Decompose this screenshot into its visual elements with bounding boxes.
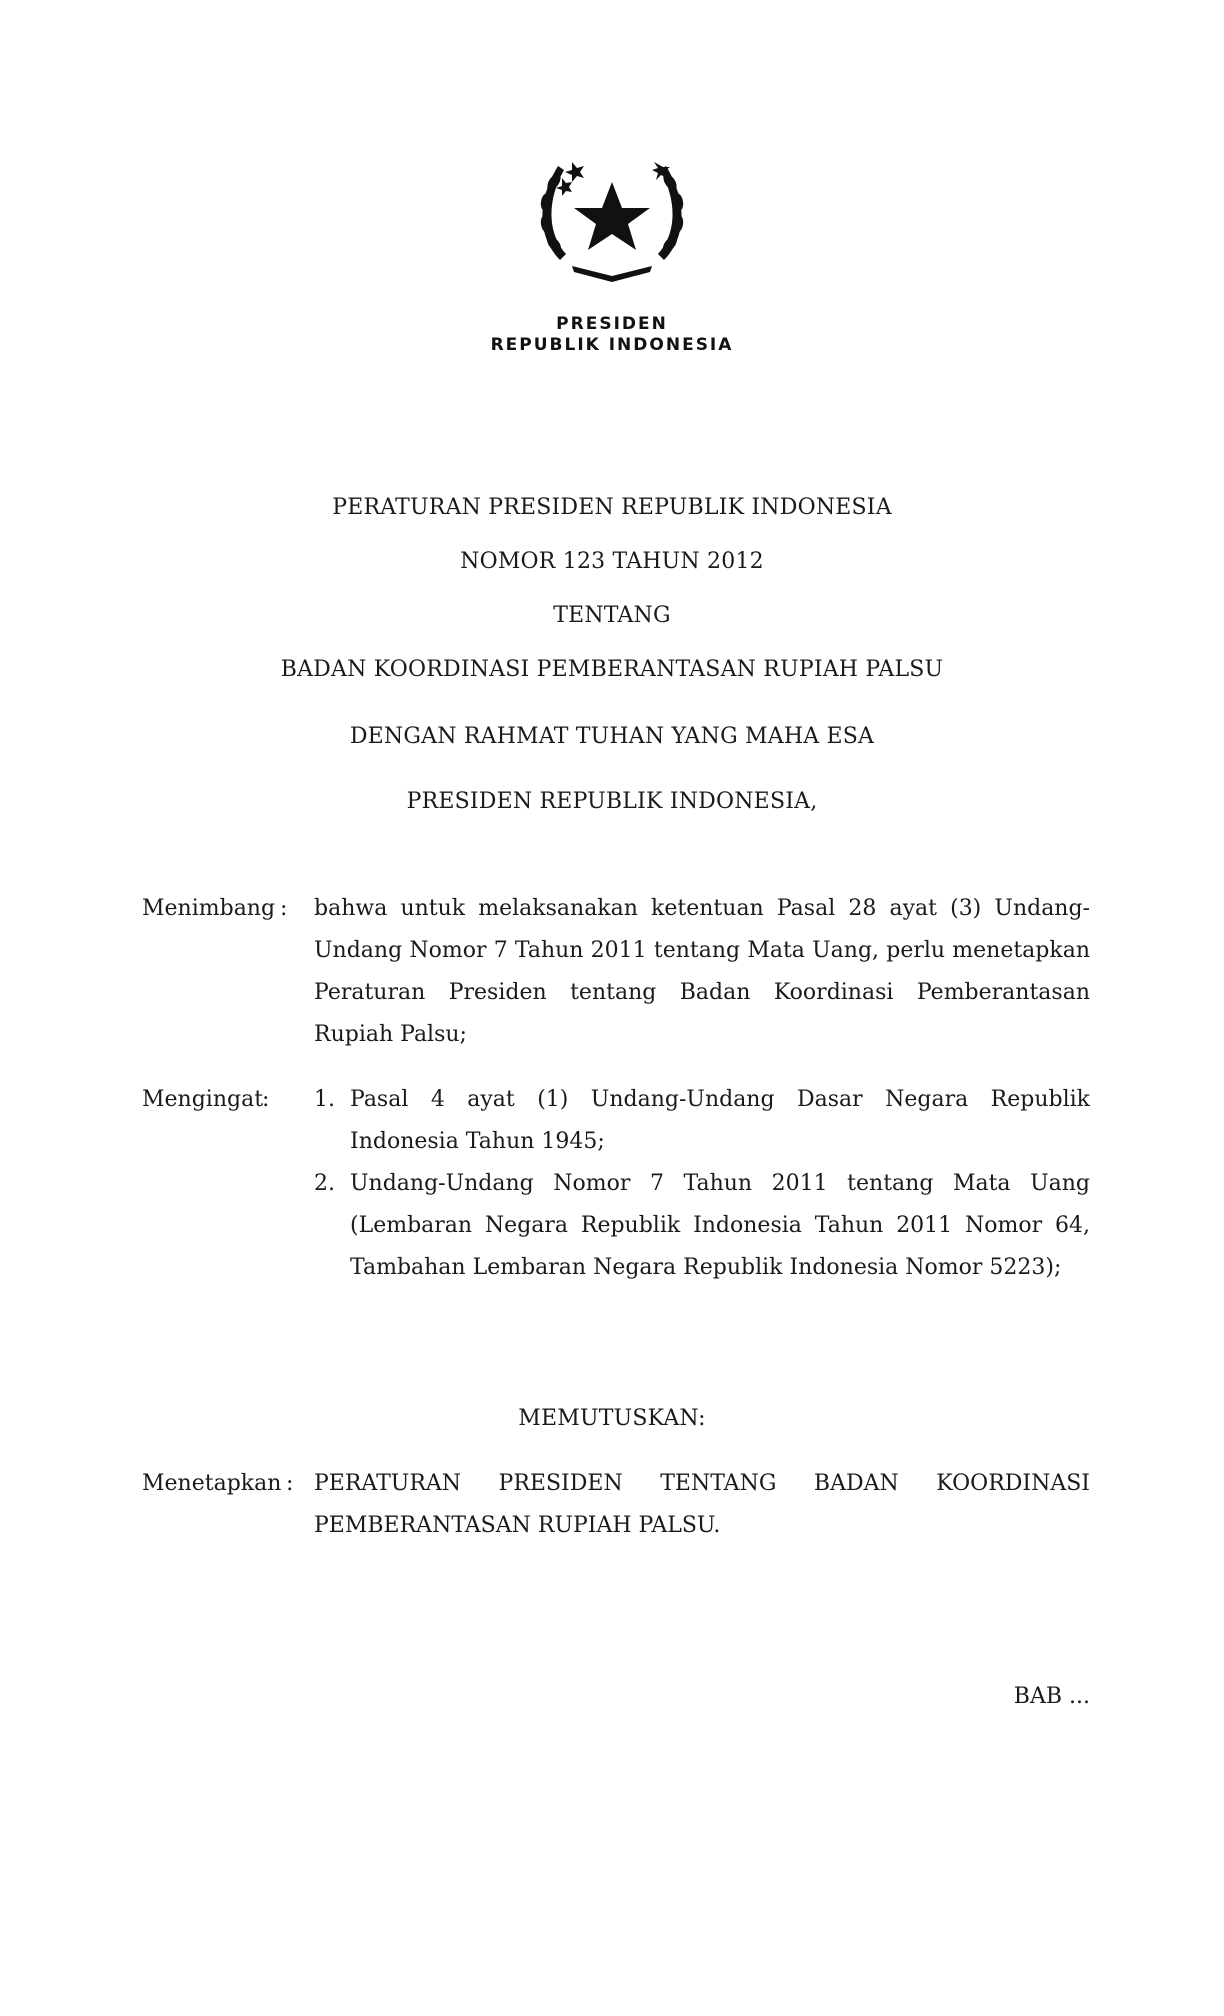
regulation-issuer: PRESIDEN REPUBLIK INDONESIA, (406, 789, 818, 814)
regulation-title: PERATURAN PRESIDEN REPUBLIK INDONESIA (332, 495, 892, 520)
mengingat-colon: : (262, 1087, 270, 1112)
regulation-number: NOMOR 123 TAHUN 2012 (460, 549, 764, 574)
emblem-caption-line1: PRESIDEN (556, 314, 668, 334)
emblem-caption-line2: REPUBLIK INDONESIA (490, 335, 734, 355)
mengingat-item (314, 1079, 1090, 1163)
presidential-seal-icon (532, 142, 692, 292)
menimbang-text: bahwa untuk melaksanakan ketentuan Pasal 28 ayat (3) Undang-Undang Nomor 7 Tahun 2011 tentang Mata Uang, perlu menetapkan Peraturan Presiden tentang Badan Koordinasi Pemberantasan Rupiah Palsu; (314, 896, 1090, 1047)
continuation-marker: BAB ... (1013, 1684, 1090, 1709)
menetapkan-line1: PERATURAN PRESIDEN TENTANG BADAN KOORDINASI (314, 1471, 1090, 1496)
menetapkan-colon: : (286, 1471, 294, 1496)
memutuskan-heading: MEMUTUSKAN: (518, 1406, 706, 1431)
menetapkan-label: Menetapkan (142, 1471, 282, 1496)
regulation-about: TENTANG (553, 603, 671, 628)
menetapkan-line2: PEMBERANTASAN RUPIAH PALSU. (314, 1513, 721, 1538)
mengingat-list (314, 1079, 1090, 1289)
mengingat-item-text: Undang-Undang Nomor 7 Tahun 2011 tentang Mata Uang (Lembaran Negara Republik Indonesia Tahun 2011 Nomor 64, Tambahan Lembaran Negara Republik Indonesia Nomor 5223); (350, 1171, 1090, 1280)
mengingat-item-number: 2. (314, 1171, 335, 1196)
menimbang-colon: : (280, 896, 288, 921)
regulation-subject: BADAN KOORDINASI PEMBERANTASAN RUPIAH PALSU (280, 657, 944, 682)
menimbang-label: Menimbang (142, 896, 276, 921)
regulation-blessing: DENGAN RAHMAT TUHAN YANG MAHA ESA (349, 724, 875, 749)
emblem-caption (470, 314, 754, 356)
mengingat-item (314, 1163, 1090, 1289)
mengingat-item-text: Pasal 4 ayat (1) Undang-Undang Dasar Negara Republik Indonesia Tahun 1945; (350, 1087, 1090, 1154)
mengingat-label: Mengingat (142, 1087, 264, 1112)
menetapkan-text (314, 1463, 1090, 1547)
mengingat-item-number: 1. (314, 1087, 335, 1112)
